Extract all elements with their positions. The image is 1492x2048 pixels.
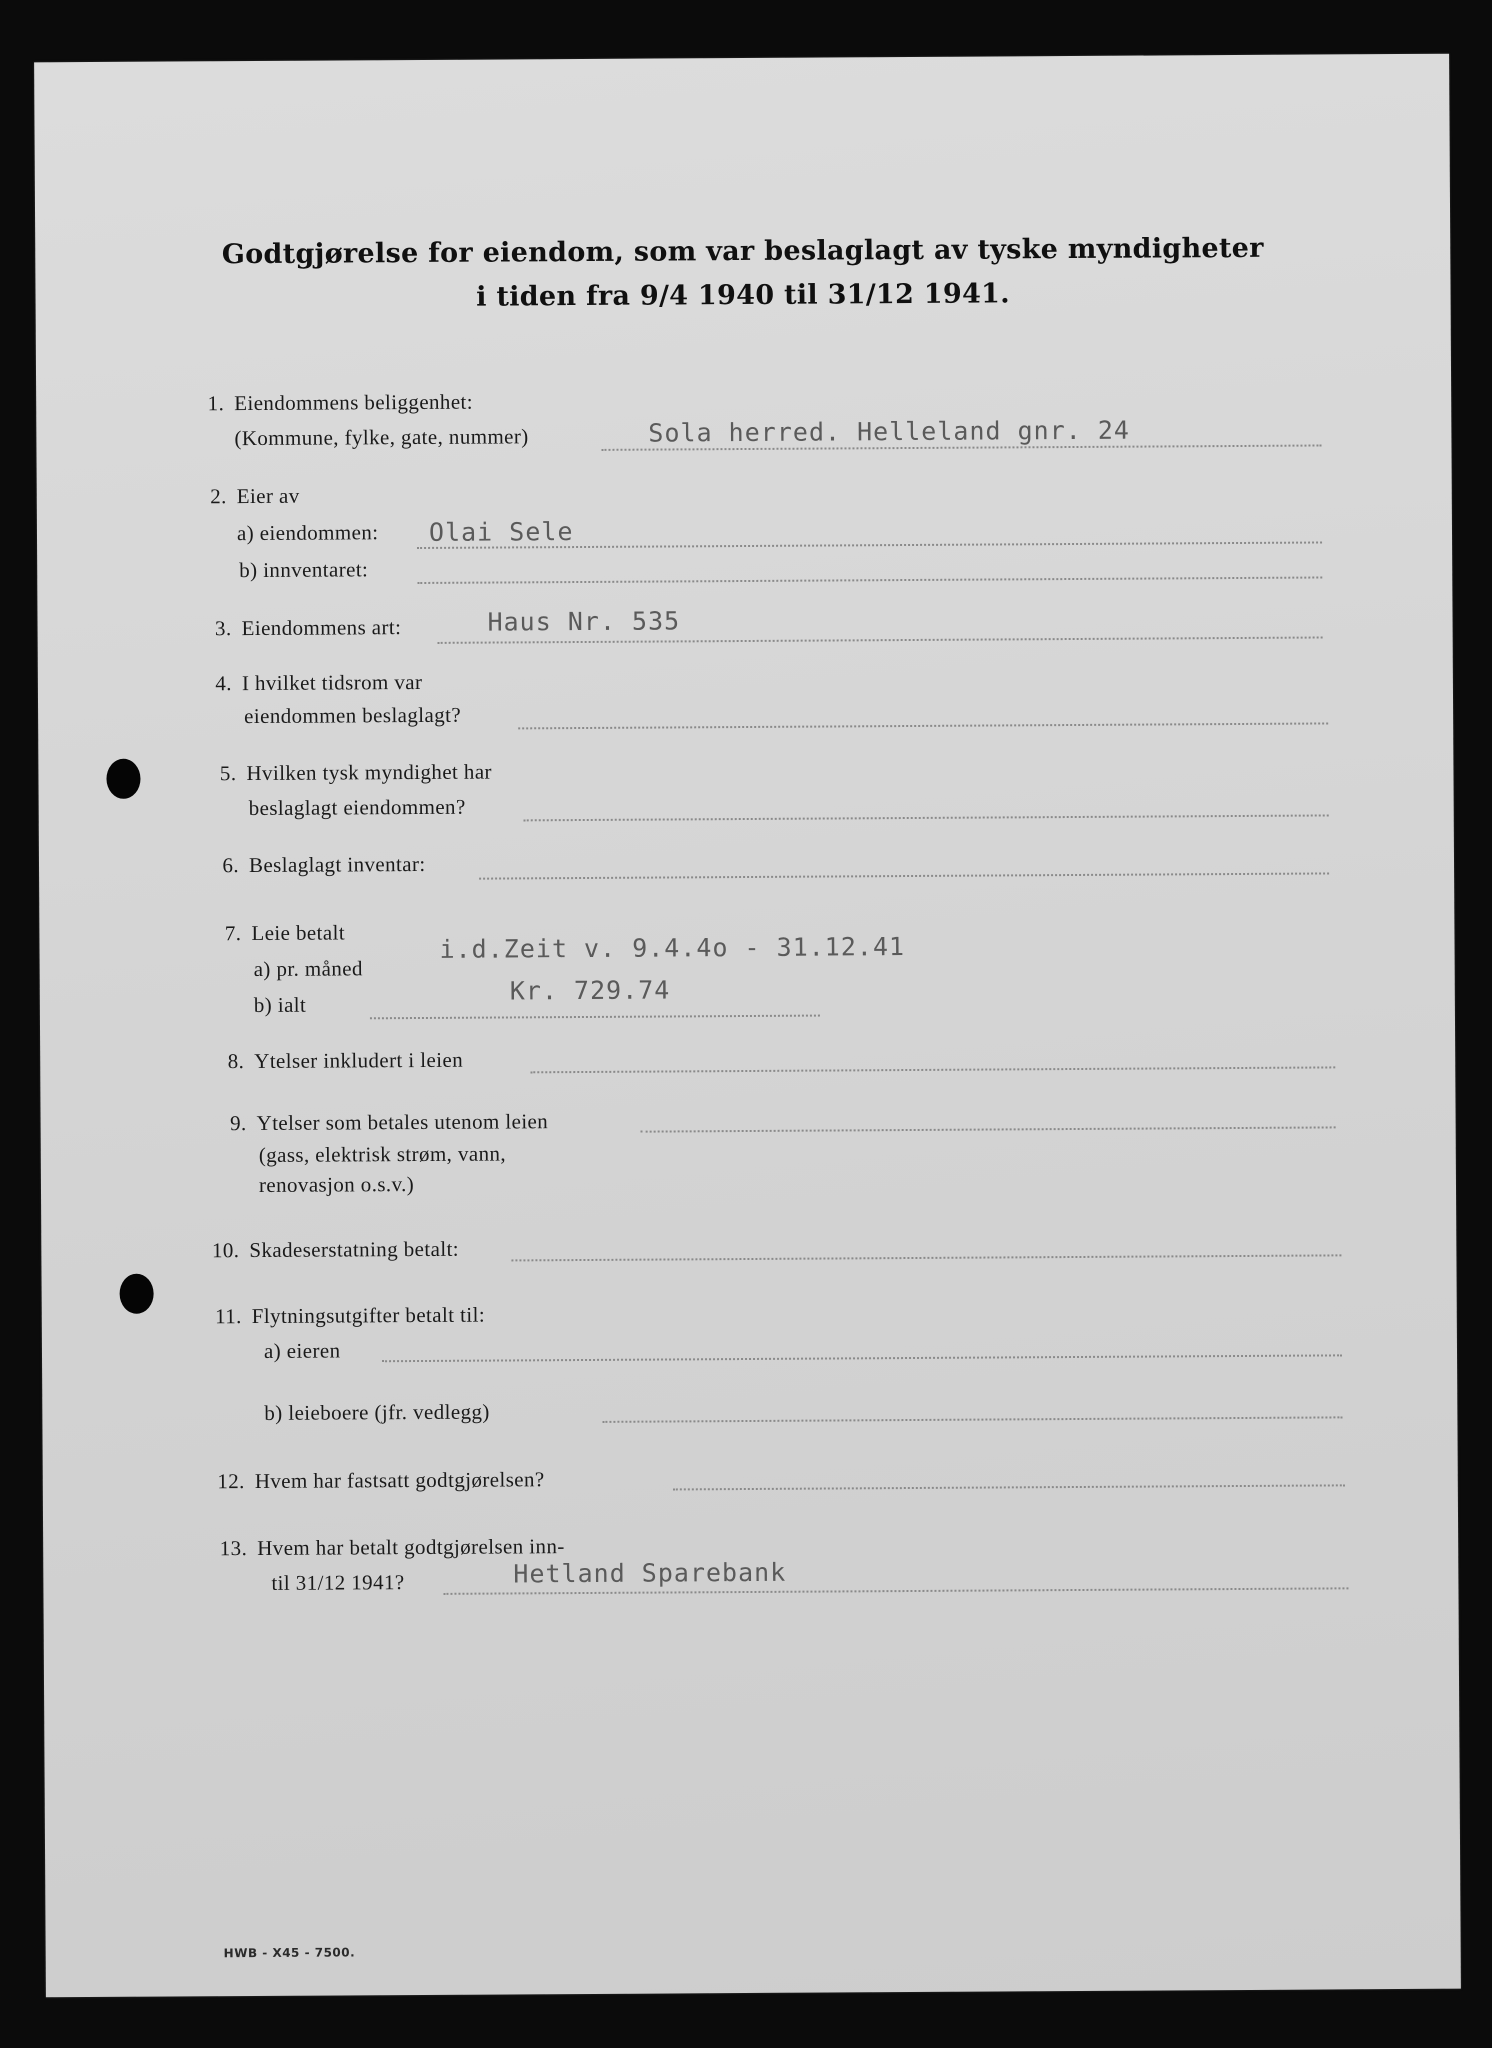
form-title-line2: i tiden fra 9/4 1940 til 31/12 1941. [476,278,1010,313]
item-5-sublabel: beslaglagt eiendommen? [248,794,466,821]
item-text: Ytelser inkludert i leien [254,1047,464,1074]
item-text: Skadeserstatning betalt: [249,1236,460,1263]
item-number: 2. [210,484,227,509]
item-text: I hvilket tidsrom var [241,669,423,696]
item-4-sublabel: eiendommen beslaglagt? [244,702,462,729]
item-9-label [219,1109,549,1136]
item-12-field-line [673,1484,1345,1490]
item-13-label [219,1534,565,1561]
item-number: 10. [211,1238,240,1263]
item-number: 8. [227,1049,245,1074]
item-9-sublabel-1: (gass, elektrisk strøm, vann, [258,1141,507,1167]
item-text: Ytelser som betales utenom leien [256,1109,549,1136]
form-title-line1: Godtgjørelse for eiendom, som var beslaglagt av tyske myndigheter [221,232,1264,271]
item-10-label [211,1237,459,1264]
item-8-label [216,1048,463,1075]
item-13-value: Hetland Sparebank [513,1557,787,1589]
item-11a-field-line [382,1354,1342,1362]
item-3-field-line [438,636,1323,643]
item-text: Hvem har fastsatt godtgjørelsen? [254,1467,545,1494]
item-5-field-line [524,814,1329,821]
item-3-label [203,615,401,641]
printer-mark: HWB - X45 - 7500. [223,1945,356,1961]
item-11b-label: b) leieboere (jfr. vedlegg) [264,1399,490,1425]
item-text: Eiendommens beliggenhet: [234,389,474,416]
item-7b-field-line [370,1015,820,1020]
item-7a-value: i.d.Zeit v. 9.4.4o - 31.12.41 [439,932,906,964]
item-12-label [217,1467,545,1494]
item-number: 5. [219,761,237,786]
item-10-field-line [511,1254,1341,1261]
item-2a-label: a) eiendommen: [236,520,379,546]
item-text: Hvilken tysk myndighet har [246,759,492,786]
item-text: Eiendommens art: [241,615,402,641]
item-3-value: Haus Nr. 535 [487,606,681,637]
item-4-label [204,670,423,696]
item-2a-value: Olai Sele [428,517,574,547]
item-number: 12. [217,1469,245,1494]
item-9-field-line [641,1126,1336,1132]
item-text: Hvem har betalt godtgjørelsen inn- [257,1534,565,1561]
item-1-sublabel: (Kommune, fylke, gate, nummer) [234,424,529,451]
item-number: 3. [214,616,232,641]
item-2b-label: b) innventaret: [239,557,369,583]
item-7b-label: b) ialt [253,992,307,1018]
item-text: Leie betalt [251,920,346,946]
item-7-label [213,920,345,946]
item-11b-field-line [602,1416,1342,1423]
item-2b-field-line [417,576,1322,584]
item-number: 13. [219,1536,248,1561]
item-1-label [196,390,473,417]
item-4-field-line [518,722,1328,729]
item-6-field-line [479,872,1329,879]
item-number: 11. [215,1304,242,1329]
item-11a-label: a) eieren [263,1338,341,1363]
item-8-field-line [530,1066,1335,1073]
punch-hole-top [106,759,140,799]
item-13-sublabel: til 31/12 1941? [271,1570,405,1595]
item-9-sublabel-2: renovasjon o.s.v.) [258,1172,415,1197]
item-number: 1. [207,391,225,416]
item-5-label [208,760,492,787]
item-text: Flytningsutgifter betalt til: [251,1302,486,1329]
item-6-label [211,852,426,878]
item-7a-label: a) pr. måned [253,956,363,982]
item-1-value: Sola herred. Helleland gnr. 24 [648,415,1131,448]
item-11-label [214,1303,485,1330]
form-page [34,54,1461,1998]
punch-hole-bottom [120,1274,154,1314]
item-2-label [199,484,300,510]
item-number: 7. [224,921,242,946]
item-number: 9. [229,1111,247,1136]
item-13-field-line [443,1587,1348,1595]
item-text: Eier av [236,483,300,509]
item-text: Beslaglagt inventar: [248,851,426,878]
item-number: 6. [222,853,240,878]
item-number: 4. [215,671,232,696]
item-7b-value: Kr. 729.74 [509,975,671,1006]
